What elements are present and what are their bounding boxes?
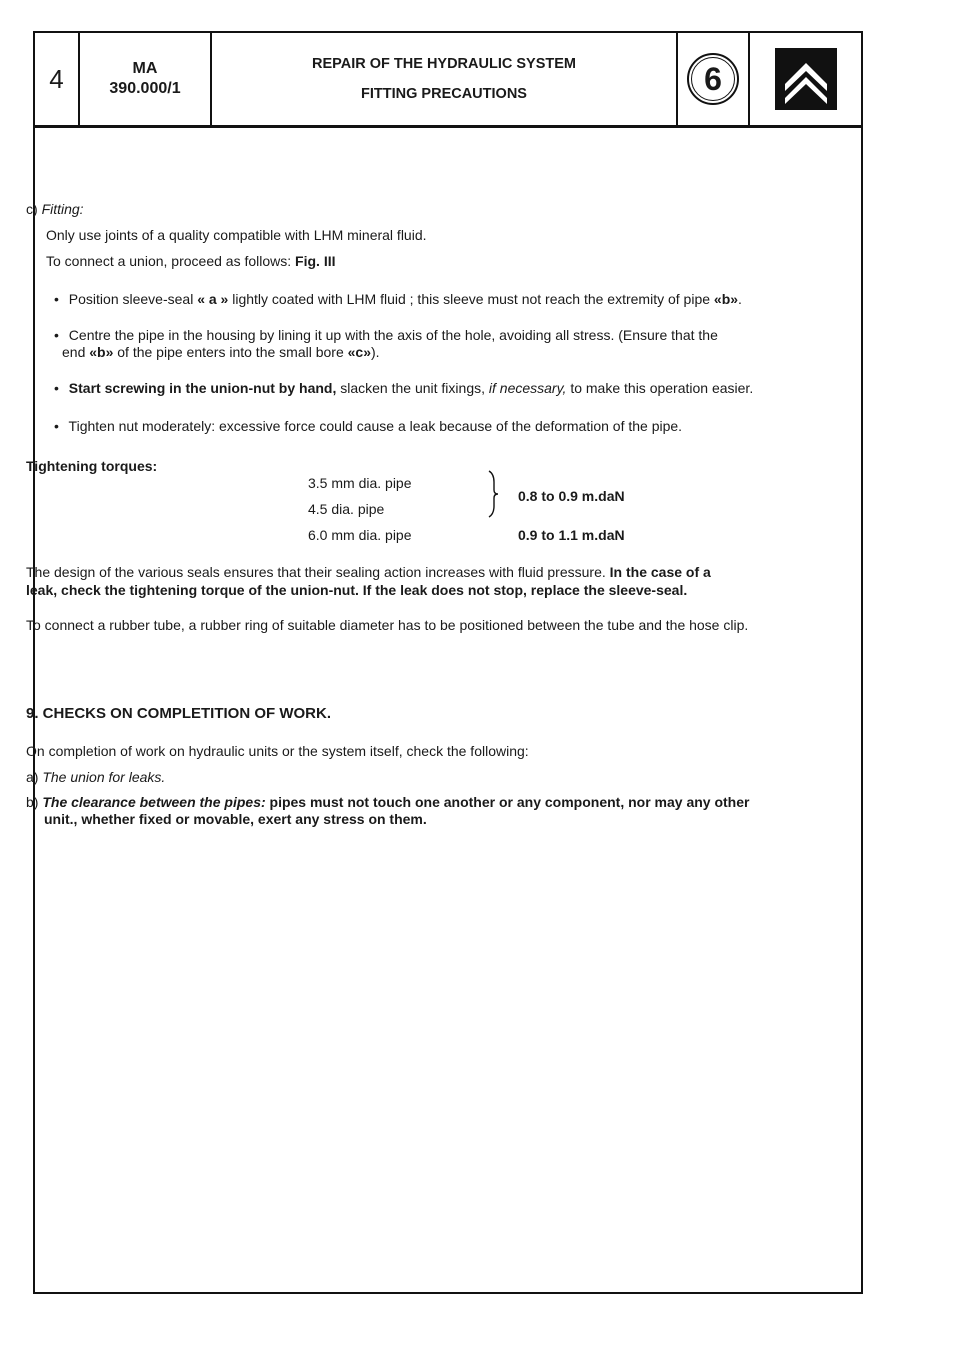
section-9-heading: 9. CHECKS ON COMPLETITION OF WORK. <box>26 705 332 722</box>
volume-badge <box>678 33 750 125</box>
section-9-intro: On completion of work on hydraulic units or the system itself, check the following: <box>26 743 529 759</box>
figure-reference: Fig. III <box>295 253 336 269</box>
section-c-line-1: Only use joints of a quality compatible with LHM mineral fluid. <box>46 227 427 243</box>
page-number: 4 <box>35 33 80 125</box>
torque-pipe-3: 6.0 mm dia. pipe <box>308 527 412 543</box>
operation-reference <box>80 33 212 125</box>
torque-pipe-1: 3.5 mm dia. pipe <box>308 475 412 491</box>
section-c-label: Fitting: <box>41 201 84 217</box>
volume-circle-icon <box>687 53 739 105</box>
manual-code: MA <box>132 60 158 77</box>
brand-logo <box>750 33 861 125</box>
header-bar <box>35 33 861 128</box>
section-c-line-2: To connect a union, proceed as follows: Fig. III <box>46 253 336 269</box>
torque-value-group-2: 0.9 to 1.1 m.daN <box>518 527 625 543</box>
bullet-centre-pipe-line-2: end «b» of the pipe enters into the small bore «c»). <box>62 344 380 360</box>
page-frame <box>33 31 863 1294</box>
rubber-tube-paragraph: To connect a rubber tube, a rubber ring of suitable diameter has to be positioned between the tube and the hose clip. <box>26 617 749 633</box>
design-paragraph-line-2: leak, check the tightening torque of the union-nut. If the leak does not stop, replace the sleeve-seal. <box>26 582 688 598</box>
torque-value-group-1: 0.8 to 0.9 m.daN <box>518 488 625 504</box>
bullet-start-screwing: • Start screwing in the union-nut by hand, slacken the unit fixings, if necessary, to make this operation easier. <box>54 379 753 397</box>
citroen-double-chevron-icon <box>775 48 837 110</box>
section-9-item-b-line-2: unit., whether fixed or movable, exert any stress on them. <box>44 811 427 827</box>
torques-label: Tightening torques: <box>26 458 158 474</box>
volume-number: 6 <box>691 57 735 101</box>
bullet-tighten-nut: • Tighten nut moderately: excessive force could cause a leak because of the deformation of the pipe. <box>54 417 682 435</box>
section-9-item-a: a) The union for leaks. <box>26 769 166 785</box>
section-9-item-b: b) The clearance between the pipes: pipes must not touch one another or any component, nor may any other <box>26 794 750 810</box>
torque-brace-icon <box>486 470 500 518</box>
operation-number: 390.000/1 <box>109 80 181 97</box>
bullet-position-sleeve: • Position sleeve-seal « a » lightly coated with LHM fluid ; this sleeve must not reach the extremity of pipe «b». <box>54 290 742 308</box>
bullet-centre-pipe: • Centre the pipe in the housing by lining it up with the axis of the hole, avoiding all stress. (Ensure that the <box>54 326 718 344</box>
title-line-1: REPAIR OF THE HYDRAULIC SYSTEM <box>312 56 576 72</box>
title-line-2: FITTING PRECAUTIONS <box>361 86 527 102</box>
design-paragraph-line-1: The design of the various seals ensures that their sealing action increases with fluid pressure. In the case of a <box>26 564 711 580</box>
document-title <box>212 33 678 125</box>
section-c-heading: c) Fitting: <box>26 201 84 217</box>
torque-pipe-2: 4.5 dia. pipe <box>308 501 385 517</box>
